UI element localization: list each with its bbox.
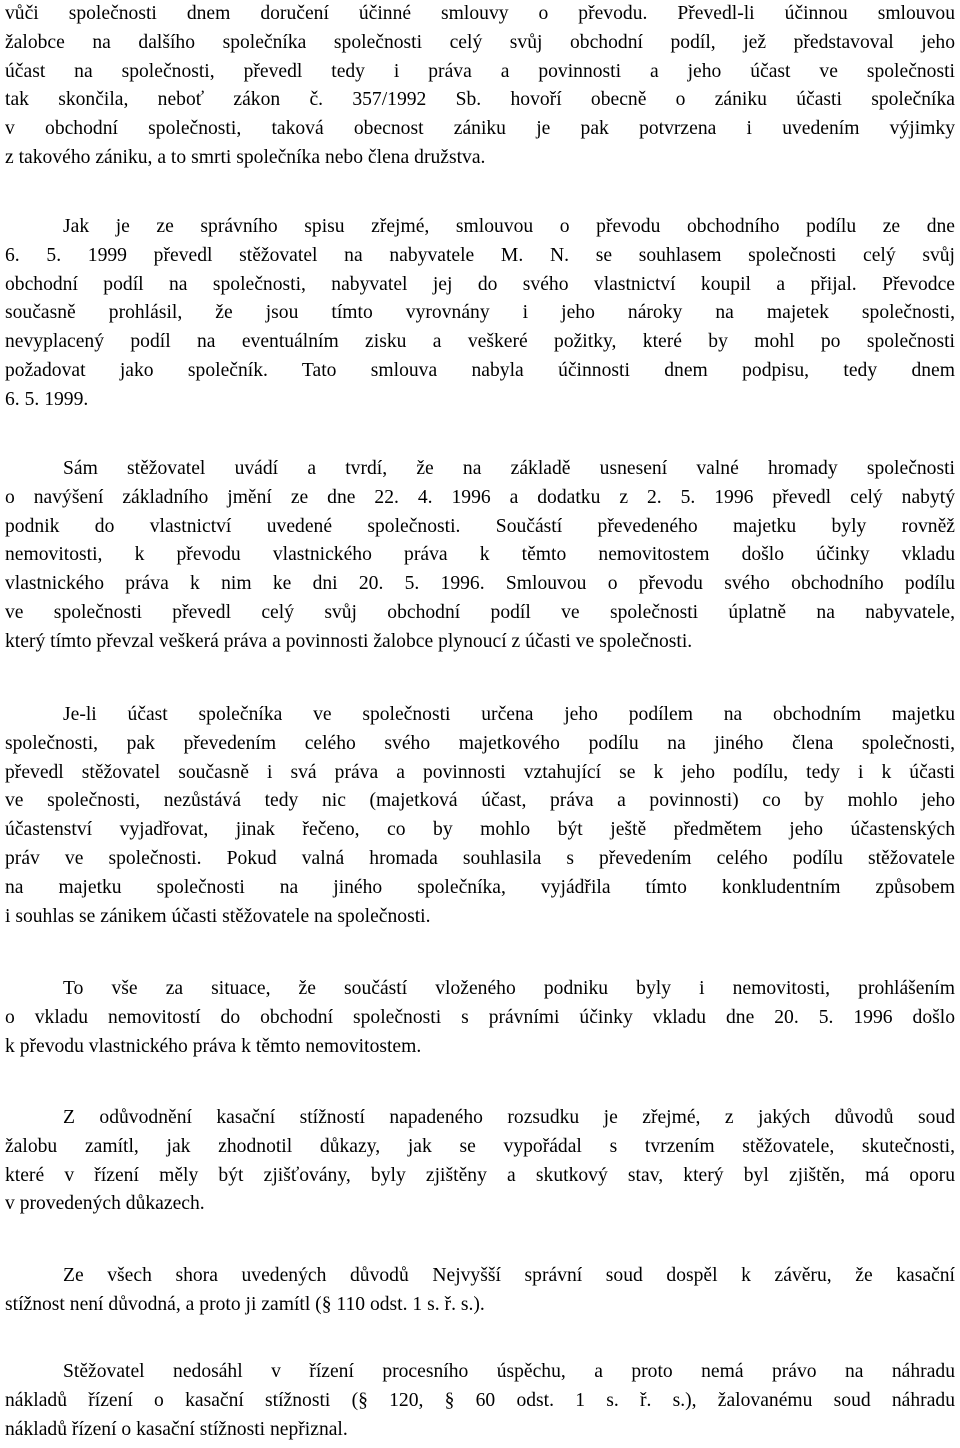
- text-line: současně prohlásil, že jsou tímto vyrovnány i jeho nároky na majetek společnosti,: [5, 302, 955, 324]
- text-line: nákladů řízení o kasační stížnosti (§ 120, § 60 odst. 1 s. ř. s.), žalovanému soud náhradu: [5, 1389, 955, 1411]
- text-line: žalobu zamítl, jak zhodnotil důkazy, jak se vypořádal s tvrzením stěžovatele, skutečnosti,: [5, 1135, 955, 1157]
- text-line: 6. 5. 1999.: [5, 388, 89, 410]
- paragraph-6: [5, 1104, 955, 1219]
- paragraph-7: [5, 1262, 955, 1320]
- text-line: Jak je ze správního spisu zřejmé, smlouvou o převodu obchodního podílu ze dne: [63, 216, 955, 237]
- text-line: na majetku společnosti na jiného společníka, vyjádřila tímto konkludentním způsobem: [5, 876, 955, 898]
- text-line: Sám stěžovatel uvádí a tvrdí, že na základě usnesení valné hromady společnosti: [63, 458, 955, 479]
- text-line: podnik do vlastnictví uvedené společnosti. Součástí převedeného majetku byly rovněž: [5, 515, 955, 537]
- text-line: společnosti, pak převedením celého svého majetkového podílu na jiného člena společnosti,: [5, 732, 955, 754]
- text-line: v provedených důkazech.: [5, 1193, 205, 1215]
- text-line: ve společnosti, nezůstává tedy nic (majetková účast, práva a povinnosti) co by mohlo jeho: [5, 790, 955, 812]
- text-line: účast na společnosti, převedl tedy i práva a povinnosti a jeho účast ve společnosti: [5, 60, 955, 82]
- text-line: obchodní podíl na společnosti, nabyvatel jej do svého vlastnictví koupil a přijal. Převodce: [5, 273, 955, 295]
- text-line: 6. 5. 1999 převedl stěžovatel na nabyvatele M. N. se souhlasem společnosti celý svůj: [5, 244, 955, 266]
- text-line: tak skončila, neboť zákon č. 357/1992 Sb. hovoří obecně o zániku účasti společníka: [5, 89, 955, 111]
- text-line: Stěžovatel nedosáhl v řízení procesního úspěchu, a proto nemá právo na náhradu: [63, 1361, 955, 1382]
- text-line: požadovat jako společník. Tato smlouva nabyla účinnosti dnem podpisu, tedy dnem: [5, 359, 955, 381]
- text-line: který tímto převzal veškerá práva a povinnosti žalobce plynoucí z účasti ve společnosti.: [5, 630, 693, 652]
- paragraph-4: [5, 701, 955, 931]
- text-line: o navýšení základního jmění ze dne 22. 4. 1996 a dodatku z 2. 5. 1996 převedl celý nabytý: [5, 486, 955, 508]
- text-line: nemovitosti, k převodu vlastnického práva k těmto nemovitostem došlo účinky vkladu: [5, 544, 955, 566]
- text-line: i souhlas se zánikem účasti stěžovatele na společnosti.: [5, 905, 431, 927]
- text-line: žalobce na dalšího společníka společnosti celý svůj obchodní podíl, jež představoval jeho: [5, 31, 955, 53]
- text-line: které v řízení měly být zjišťovány, byly zjištěny a skutkový stav, který byl zjištěn, má oporu: [5, 1164, 955, 1186]
- paragraph-2: [5, 213, 955, 415]
- text-line: nevyplacený podíl na eventuálním zisku a veškeré požitky, které by mohl po společnosti: [5, 331, 955, 353]
- paragraph-3: [5, 455, 955, 657]
- text-line: z takového zániku, a to smrti společníka nebo člena družstva.: [5, 146, 486, 168]
- text-line: Ze všech shora uvedených důvodů Nejvyšší správní soud dospěl k závěru, že kasační: [63, 1265, 955, 1286]
- text-line: stížnost není důvodná, a proto ji zamítl (§ 110 odst. 1 s. ř. s.).: [5, 1293, 485, 1315]
- paragraph-8: [5, 1358, 955, 1444]
- text-line: Je-li účast společníka ve společnosti určena jeho podílem na obchodním majetku: [63, 704, 955, 725]
- text-line: k převodu vlastnického práva k těmto nemovitostem.: [5, 1035, 422, 1057]
- text-line: účastenství vyjadřovat, jinak řečeno, co by mohlo být ještě předmětem jeho účastenských: [5, 819, 955, 841]
- paragraph-5: [5, 975, 955, 1061]
- text-line: v obchodní společnosti, taková obecnost zániku je pak potvrzena i uvedením výjimky: [5, 118, 955, 140]
- paragraph-1: [5, 0, 955, 173]
- text-line: práv ve společnosti. Pokud valná hromada souhlasila s převedením celého podílu stěžovatele: [5, 847, 955, 869]
- text-line: vůči společnosti dnem doručení účinné smlouvy o převodu. Převedl-li účinnou smlouvou: [5, 3, 955, 24]
- text-line: To vše za situace, že součástí vloženého podniku byly i nemovitosti, prohlášením: [63, 978, 955, 999]
- text-line: o vkladu nemovitostí do obchodní společnosti s právními účinky vkladu dne 20. 5. 1996 došlo: [5, 1006, 955, 1028]
- text-line: převedl stěžovatel současně i svá práva a povinnosti vztahující se k jeho podílu, tedy i k účasti: [5, 761, 955, 783]
- text-line: nákladů řízení o kasační stížnosti nepřiznal.: [5, 1418, 348, 1440]
- text-line: Z odůvodnění kasační stížností napadeného rozsudku je zřejmé, z jakých důvodů soud: [63, 1107, 955, 1128]
- text-line: vlastnického práva k nim ke dni 20. 5. 1996. Smlouvou o převodu svého obchodního podílu: [5, 573, 955, 595]
- text-line: ve společnosti převedl celý svůj obchodní podíl ve společnosti úplatně na nabyvatele,: [5, 601, 955, 623]
